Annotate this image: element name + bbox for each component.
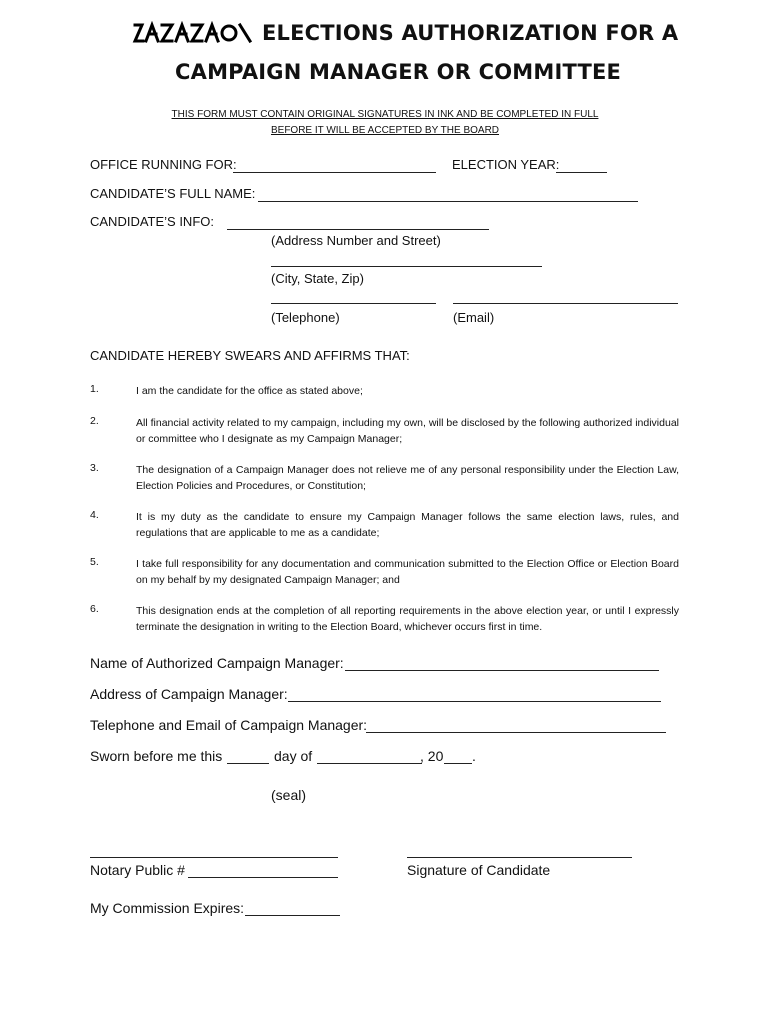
affirmation-item-text: It is my duty as the candidate to ensure my Campaign Manager follows the same election laws, rules, and regulations that are applicable to me as a candidate; xyxy=(136,511,679,539)
candidate-info-label: CANDIDATE’S INFO: xyxy=(90,214,214,229)
manager-contact-field[interactable] xyxy=(366,732,666,733)
sworn-month-field[interactable] xyxy=(317,763,422,764)
notary-signature-line[interactable] xyxy=(90,857,338,858)
commission-expires-field[interactable] xyxy=(245,915,340,916)
sworn-year-field[interactable] xyxy=(444,763,472,764)
sworn-year-label: , 20 xyxy=(420,748,444,764)
seal-placeholder: (seal) xyxy=(271,787,307,803)
form-notice-line-1: THIS FORM MUST CONTAIN ORIGINAL SIGNATURES IN INK AND BE COMPLETED IN FULL xyxy=(171,109,599,120)
form-notice-line-2: BEFORE IT WILL BE ACCEPTED BY THE BOARD xyxy=(270,125,500,136)
manager-address-label: Address of Campaign Manager: xyxy=(90,686,288,702)
election-year-label: ELECTION YEAR: xyxy=(452,157,560,172)
candidate-city-field[interactable] xyxy=(271,266,542,267)
candidate-signature-line[interactable] xyxy=(407,857,632,858)
office-running-for-field[interactable] xyxy=(233,172,436,173)
affirmation-item-number: 5. xyxy=(90,556,99,568)
affirmation-item-text: This designation ends at the completion of all reporting requirements in the above election year, or until I expressly terminate the designation in writing to the Election Board, whichever occurs first in time. xyxy=(136,605,679,633)
city-caption: (City, State, Zip) xyxy=(271,271,364,286)
affirmation-item-number: 3. xyxy=(90,462,99,474)
candidate-full-name-field[interactable] xyxy=(258,201,638,202)
form-title-line-1: ELECTIONS AUTHORIZATION FOR A xyxy=(262,21,679,45)
affirmation-heading: CANDIDATE HEREBY SWEARS AND AFFIRMS THAT: xyxy=(90,348,410,363)
affirmation-item-text: I take full responsibility for any documentation and communication submitted to the Election Office or Election Board on my behalf by my designated Campaign Manager; and xyxy=(136,558,679,586)
affirmation-item-text: The designation of a Campaign Manager does not relieve me of any personal responsibility under the Election Law, Election Policies and Procedures, or Constitution; xyxy=(136,464,679,492)
sworn-end: . xyxy=(472,748,476,764)
notary-public-label: Notary Public # xyxy=(90,862,185,878)
address-caption: (Address Number and Street) xyxy=(271,233,441,248)
manager-name-label: Name of Authorized Campaign Manager: xyxy=(90,655,344,671)
telephone-caption: (Telephone) xyxy=(271,310,340,325)
tribal-logo xyxy=(132,21,256,50)
email-caption: (Email) xyxy=(453,310,495,325)
candidate-full-name-label: CANDIDATE’S FULL NAME: xyxy=(90,186,256,201)
notary-number-field[interactable] xyxy=(188,877,338,878)
affirmation-item-number: 1. xyxy=(90,383,99,395)
election-year-field[interactable] xyxy=(556,172,607,173)
affirmation-item-number: 2. xyxy=(90,415,99,427)
manager-name-field[interactable] xyxy=(345,670,659,671)
form-title-line-2: CAMPAIGN MANAGER OR COMMITTEE xyxy=(175,60,622,84)
candidate-telephone-field[interactable] xyxy=(271,303,436,304)
commission-expires-label: My Commission Expires: xyxy=(90,900,245,916)
sworn-day-field[interactable] xyxy=(227,763,269,764)
affirmation-item-text: All financial activity related to my campaign, including my own, will be disclosed by the following authorized individual or committee who I designate as my Campaign Manager; xyxy=(136,417,679,445)
manager-address-field[interactable] xyxy=(288,701,661,702)
sworn-day-label: day of xyxy=(274,748,313,764)
candidate-signature-label: Signature of Candidate xyxy=(407,862,551,878)
candidate-address-field[interactable] xyxy=(227,229,489,230)
affirmation-item-text: I am the candidate for the office as stated above; xyxy=(136,385,363,397)
sworn-prefix: Sworn before me this xyxy=(90,748,223,764)
affirmation-item-number: 4. xyxy=(90,509,99,521)
affirmation-item-number: 6. xyxy=(90,603,99,615)
candidate-email-field[interactable] xyxy=(453,303,678,304)
manager-contact-label: Telephone and Email of Campaign Manager: xyxy=(90,717,368,733)
office-running-for-label: OFFICE RUNNING FOR: xyxy=(90,157,237,172)
